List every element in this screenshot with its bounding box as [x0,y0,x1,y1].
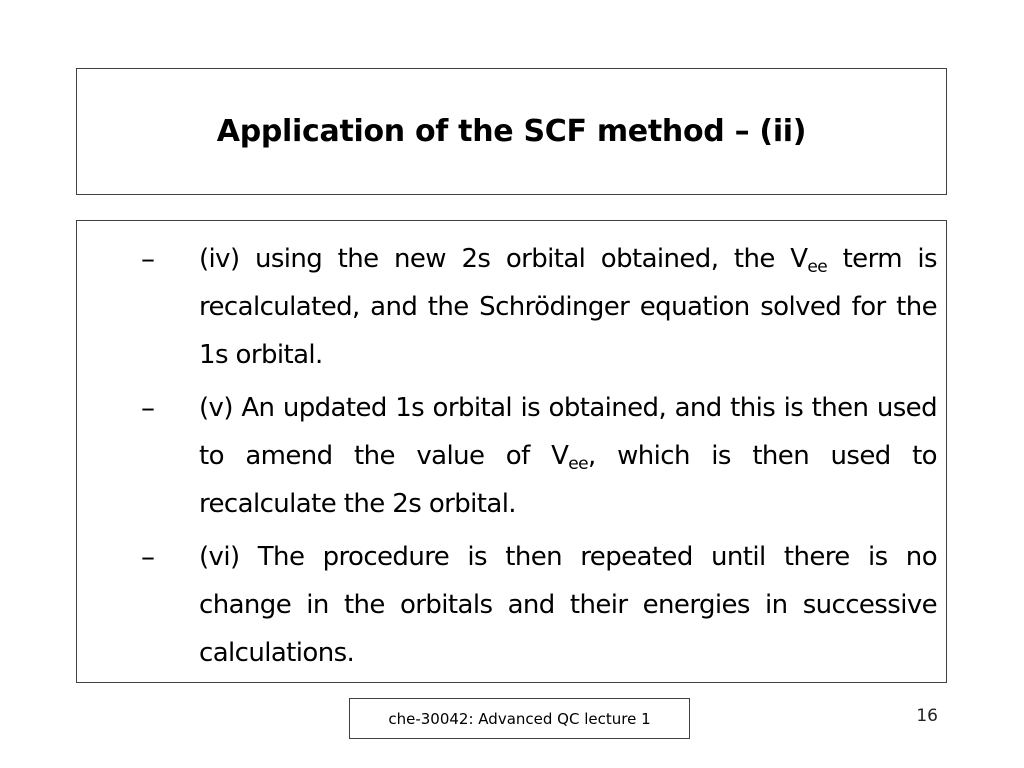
bullet-dash: – [141,540,155,573]
subscript-ee: ee [568,454,589,474]
bullet-text [199,384,937,528]
bullet-text [199,533,937,677]
bullet-text-part: term is recalculated, and the Schrödinger equation solved for the 1s orbital. [199,244,937,370]
bullet-dash: – [141,391,155,424]
content-box [76,220,947,683]
page-number: 16 [916,706,938,726]
subscript-ee: ee [807,257,828,277]
bullet-text-part: (vi) The procedure is then repeated until there is no change in the orbitals and their energies in successive calculations. [199,542,937,668]
bullet-text-part: (iv) using the new 2s orbital obtained, the V [199,244,808,274]
bullet-item-iv [141,235,937,379]
bullet-text [199,235,937,379]
bullet-text-part: (v) An updated 1s orbital is obtained, and this is then used to amend the value of V [199,393,937,471]
bullet-item-v [141,384,937,528]
slide-title: Application of the SCF method – (ii) [216,114,807,149]
bullet-text-part: , which is then used to recalculate the 2s orbital. [199,441,937,519]
bullet-item-vi [141,533,937,677]
title-box [76,68,947,195]
footer-lecture-label: che-30042: Advanced QC lecture 1 [349,698,690,739]
bullet-list [141,235,937,682]
bullet-dash: – [141,242,155,275]
